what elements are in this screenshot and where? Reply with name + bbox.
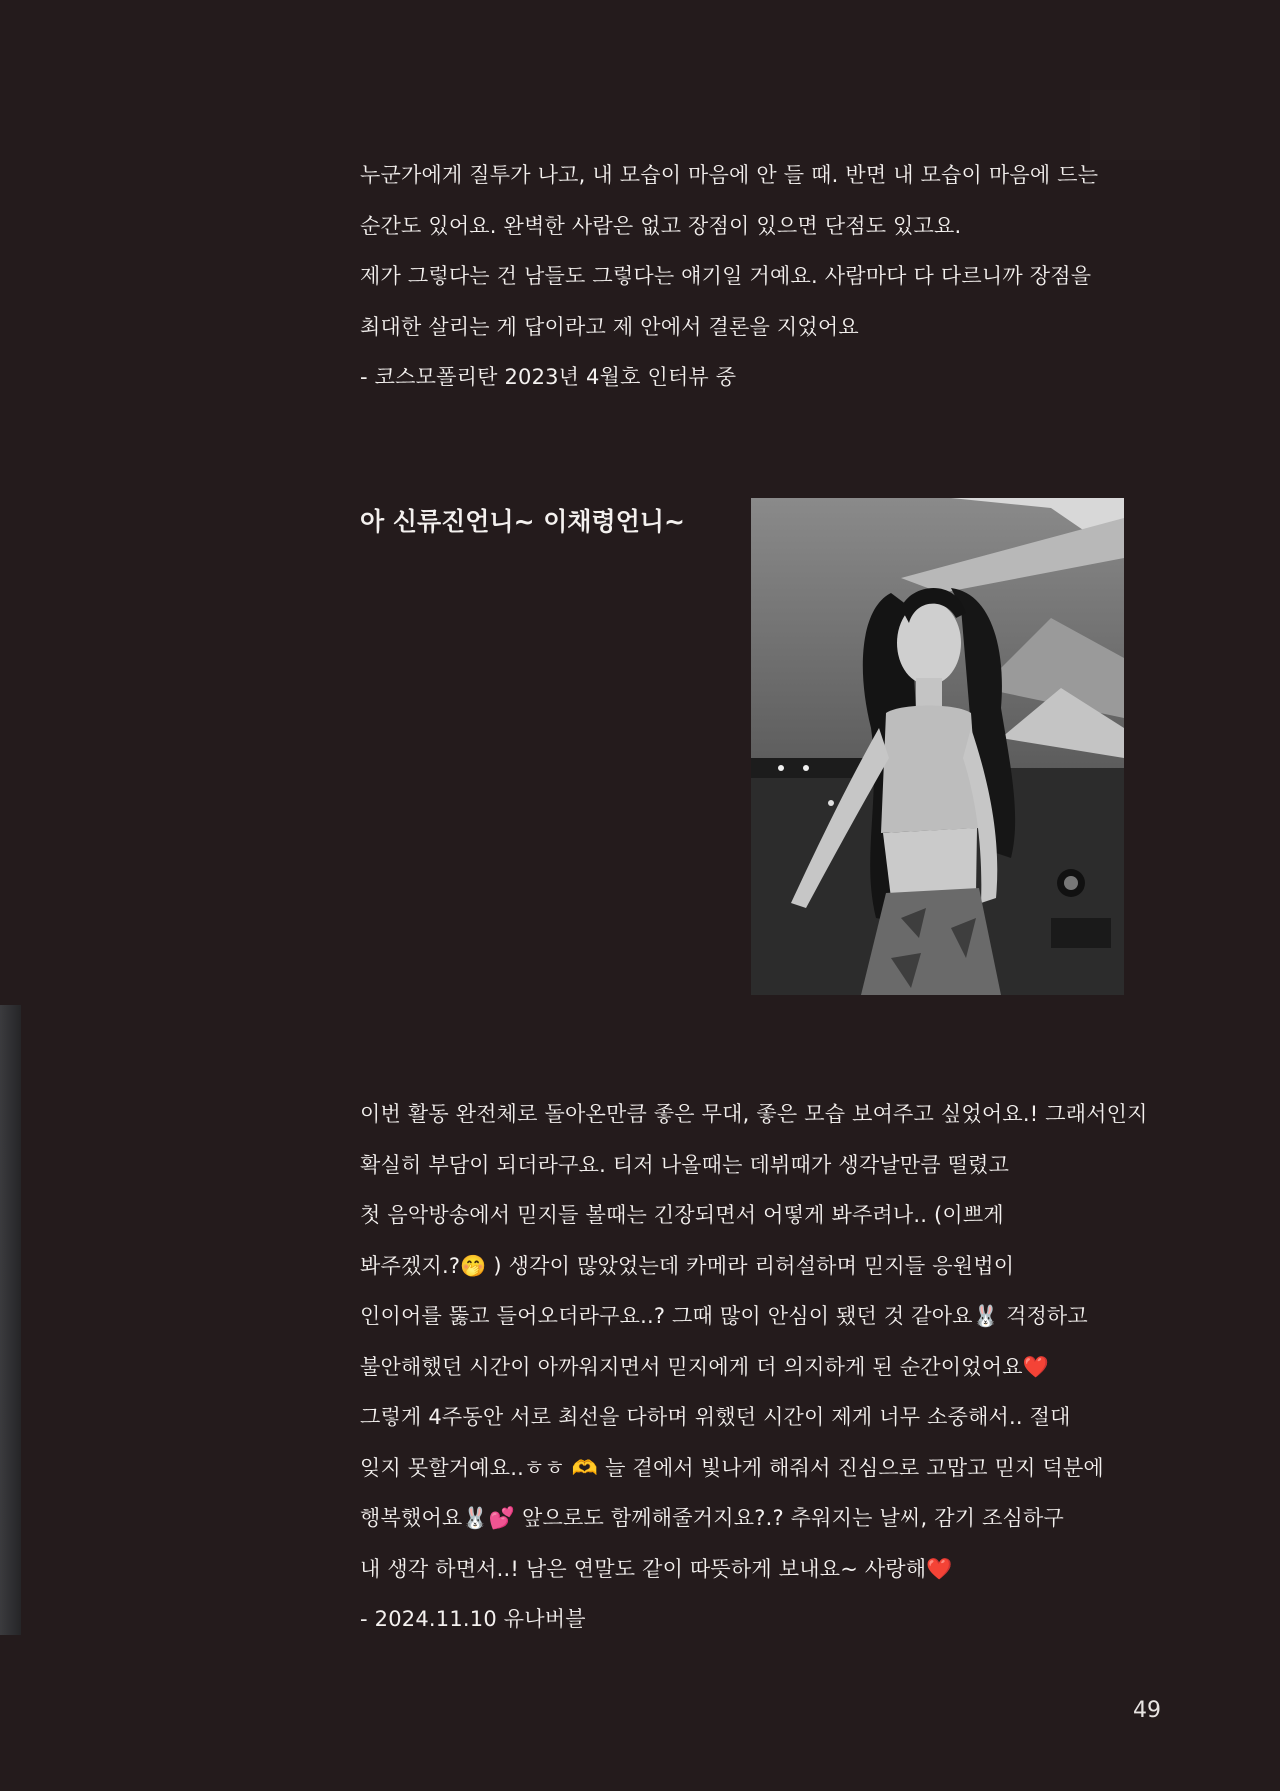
letter-line: 행복했어요🐰💕 앞으로도 함께해줄거지요?.? 추워지는 날씨, 감기 조심하구 bbox=[360, 1506, 1064, 1530]
letter-line: 그렇게 4주동안 서로 최선을 다하며 위했던 시간이 제게 너무 소중해서.. 절대 bbox=[360, 1405, 1071, 1429]
quote-line: 최대한 살리는 게 답이라고 제 안에서 결론을 지었어요 bbox=[360, 314, 859, 339]
letter-signature: - 2024.11.10 유나버블 bbox=[360, 1607, 586, 1631]
bubble-letter bbox=[360, 1089, 1148, 1645]
section-heading: 아 신류진언니~ 이채령언니~ bbox=[360, 507, 685, 536]
letter-line: 내 생각 하면서..! 남은 연말도 같이 따뜻하게 보내요~ 사랑해❤️ bbox=[360, 1556, 953, 1581]
quote-line: 누군가에게 질투가 나고, 내 모습이 마음에 안 들 때. 반면 내 모습이 마음에 드는 bbox=[360, 163, 1099, 187]
quote-line: 순간도 있어요. 완벽한 사람은 없고 장점이 있으면 단점도 있고요. bbox=[360, 213, 962, 238]
portrait-photo-icon bbox=[751, 498, 1124, 995]
letter-line: 잊지 못할거예요..ㅎㅎ 🫶 늘 곁에서 빛나게 해줘서 진심으로 고맙고 믿지 덕분에 bbox=[360, 1455, 1104, 1480]
adjacent-page-edge bbox=[0, 1005, 21, 1635]
quote-source: - 코스모폴리탄 2023년 4월호 인터뷰 중 bbox=[360, 365, 737, 389]
page-number: 49 bbox=[1133, 1698, 1161, 1723]
letter-line: 봐주겠지.?🤭 ) 생각이 많았었는데 카메라 리허설하며 믿지들 응원법이 bbox=[360, 1253, 1015, 1278]
letter-line: 확실히 부담이 되더라구요. 티저 나올때는 데뷔때가 생각날만큼 떨렸고 bbox=[360, 1152, 1010, 1177]
portrait-photo bbox=[751, 498, 1124, 995]
letter-line: 이번 활동 완전체로 돌아온만큼 좋은 무대, 좋은 모습 보여주고 싶었어요.! 그래서인지 bbox=[360, 1102, 1148, 1126]
letter-line: 첫 음악방송에서 믿지들 볼때는 긴장되면서 어떻게 봐주려나.. (이쁘게 bbox=[360, 1203, 1004, 1227]
interview-quote bbox=[360, 150, 1120, 403]
quote-line: 제가 그렇다는 건 남들도 그렇다는 얘기일 거예요. 사람마다 다 다르니까 장점을 bbox=[360, 264, 1092, 288]
letter-line: 인이어를 뚫고 들어오더라구요..? 그때 많이 안심이 됐던 것 같아요🐰 걱정하고 bbox=[360, 1304, 1088, 1328]
letter-line: 불안해했던 시간이 아까워지면서 믿지에게 더 의지하게 된 순간이었어요❤️ bbox=[360, 1354, 1050, 1379]
